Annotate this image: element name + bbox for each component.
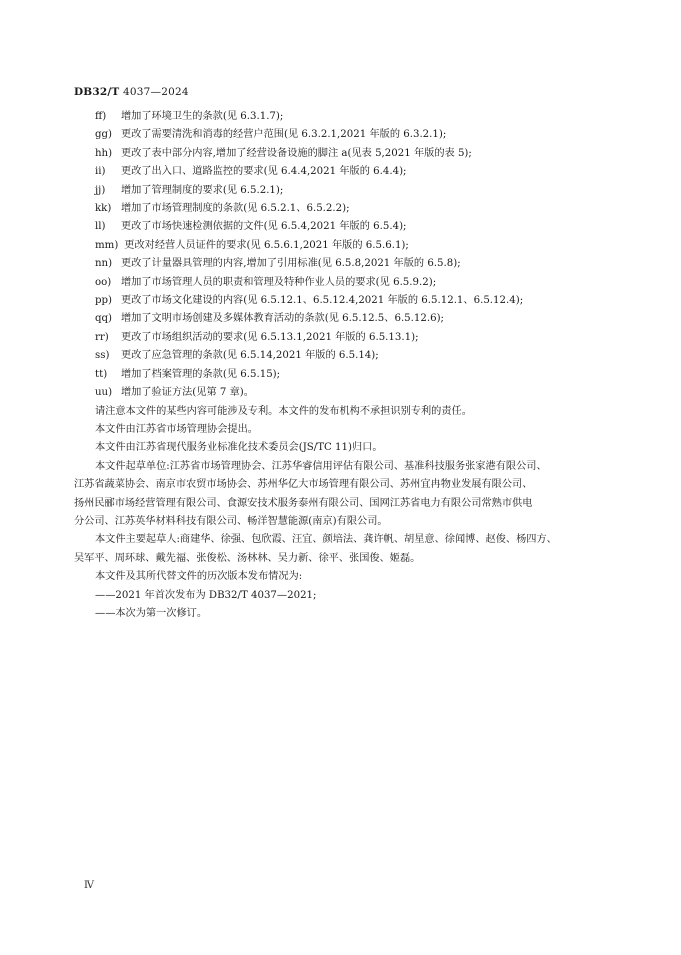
patent-notice: 请注意本文件的某些内容可能涉及专利。本文件的发布机构不承担识别专利的责任。	[95, 405, 472, 417]
document-code-prefix: DB32/T	[74, 86, 120, 98]
change-item-marker: ii)	[95, 166, 106, 178]
change-item-text: 更改了计量器具管理的内容,增加了引用标准(见 6.5.8,2021 年版的 6.5.8);	[121, 258, 461, 270]
change-item-marker: pp)	[95, 295, 113, 307]
change-item	[74, 292, 614, 310]
change-item-text: 增加了验证方法(见第 7 章)。	[121, 387, 254, 399]
change-item-text: 更改了市场组织活动的要求(见 6.5.13.1,2021 年版的 6.5.13.1);	[121, 331, 419, 343]
change-item-marker: mm)	[95, 239, 119, 251]
change-item-text: 更改对经营人员证件的要求(见 6.5.6.1,2021 年版的 6.5.6.1);	[124, 239, 409, 251]
change-item-marker: tt)	[95, 368, 108, 380]
change-item-marker: kk)	[95, 203, 112, 215]
change-item-text: 增加了市场管理制度的条款(见 6.5.2.1、6.5.2.2);	[121, 203, 350, 215]
change-item-marker: nn)	[95, 258, 113, 270]
history-item-1: ——2021 年首次发布为 DB32/T 4037—2021;	[95, 589, 317, 601]
change-item-text: 增加了环境卫生的条款(见 6.3.1.7);	[121, 111, 284, 122]
change-item-marker: hh)	[95, 147, 113, 159]
change-item	[74, 366, 614, 384]
change-item-marker: qq)	[95, 313, 113, 325]
change-item-text: 增加了文明市场创建及多媒体教育活动的条款(见 6.5.12.5、6.5.12.6);	[121, 313, 444, 325]
drafters-line-2: 吴军平、周环球、戴先福、张俊松、汤林林、吴力新、徐平、张国俊、姬磊。	[74, 552, 421, 564]
drafting-units-line-3: 扬州民郦市场经营管理有限公司、食源安技术服务泰州有限公司、国网江苏省电力有限公司常熟市供电	[74, 497, 533, 509]
drafting-units-line-2: 江苏省蔬菜协会、南京市农贸市场协会、苏州华亿大市场管理有限公司、苏州宜冉物业发展有限公司、	[74, 479, 533, 491]
change-item-text: 更改了出入口、道路监控的要求(见 6.4.4,2021 年版的 6.4.4);	[121, 166, 407, 178]
change-item	[74, 182, 614, 200]
history-intro: 本文件及其所代替文件的历次版本发布情况为:	[95, 571, 303, 583]
change-items-list	[74, 108, 614, 403]
change-item	[74, 255, 614, 273]
change-item-marker: gg)	[95, 129, 113, 141]
change-item-marker: ss)	[95, 350, 110, 362]
centralized-by: 本文件由江苏省现代服务业标准化技术委员会(JS/TC 11)归口。	[95, 442, 383, 454]
change-item-marker: rr)	[95, 331, 109, 343]
change-item	[74, 163, 614, 181]
change-item	[74, 126, 614, 144]
change-item-text: 更改了市场文化建设的内容(见 6.5.12.1、6.5.12.4,2021 年版的 6.5.12.1、6.5.12.4);	[121, 295, 524, 307]
history-item-2: ——本次为第一次修订。	[95, 607, 208, 619]
change-item-text: 增加了市场管理人员的职责和管理及特种作业人员的要求(见 6.5.9.2);	[121, 276, 437, 288]
change-item-text: 更改了表中部分内容,增加了经营设备设施的脚注 a(见表 5,2021 年版的表 5);	[121, 147, 472, 159]
change-item-text: 更改了应急管理的条款(见 6.5.14,2021 年版的 6.5.14);	[121, 350, 379, 362]
change-item	[74, 384, 614, 402]
change-item-marker: jj)	[95, 184, 106, 196]
change-item-text: 更改了需要清洗和消毒的经营户范围(见 6.3.2.1,2021 年版的 6.3.2.1);	[121, 129, 447, 141]
change-item-marker: uu)	[95, 387, 113, 399]
change-item	[74, 108, 614, 126]
change-item-text: 增加了档案管理的条款(见 6.5.15);	[121, 368, 281, 380]
drafting-units-line-4: 分公司、江苏英华材料科技有限公司、畅洋智慧能源(南京)有限公司。	[74, 515, 388, 527]
document-code-header	[74, 86, 189, 98]
change-item	[74, 200, 614, 218]
change-item	[74, 310, 614, 328]
document-code-number: 4037—2024	[119, 86, 189, 98]
change-item	[74, 237, 614, 255]
change-item-text: 增加了管理制度的要求(见 6.5.2.1);	[121, 184, 284, 196]
drafting-units-line-1: 本文件起草单位:江苏省市场管理协会、江苏华睿信用评估有限公司、基准科技服务张家港有限公司、	[95, 460, 547, 472]
page-number: Ⅳ	[84, 880, 94, 891]
change-item-marker: ll)	[95, 221, 106, 233]
proposed-by: 本文件由江苏省市场管理协会提出。	[95, 423, 258, 435]
drafters-line-1: 本文件主要起草人:商建华、徐强、包欣霞、汪宜、颜培法、龚许帆、胡星意、徐闻博、赵俊、杨四方、	[95, 534, 557, 546]
change-item	[74, 347, 614, 365]
change-item-marker: oo)	[95, 276, 112, 288]
change-item	[74, 274, 614, 292]
change-item	[74, 145, 614, 163]
foreword-body	[74, 108, 614, 623]
change-item	[74, 329, 614, 347]
change-item-marker: ff)	[95, 111, 107, 122]
change-item	[74, 218, 614, 236]
change-item-text: 更改了市场快速检测依据的文件(见 6.5.4,2021 年版的 6.5.4);	[121, 221, 407, 233]
